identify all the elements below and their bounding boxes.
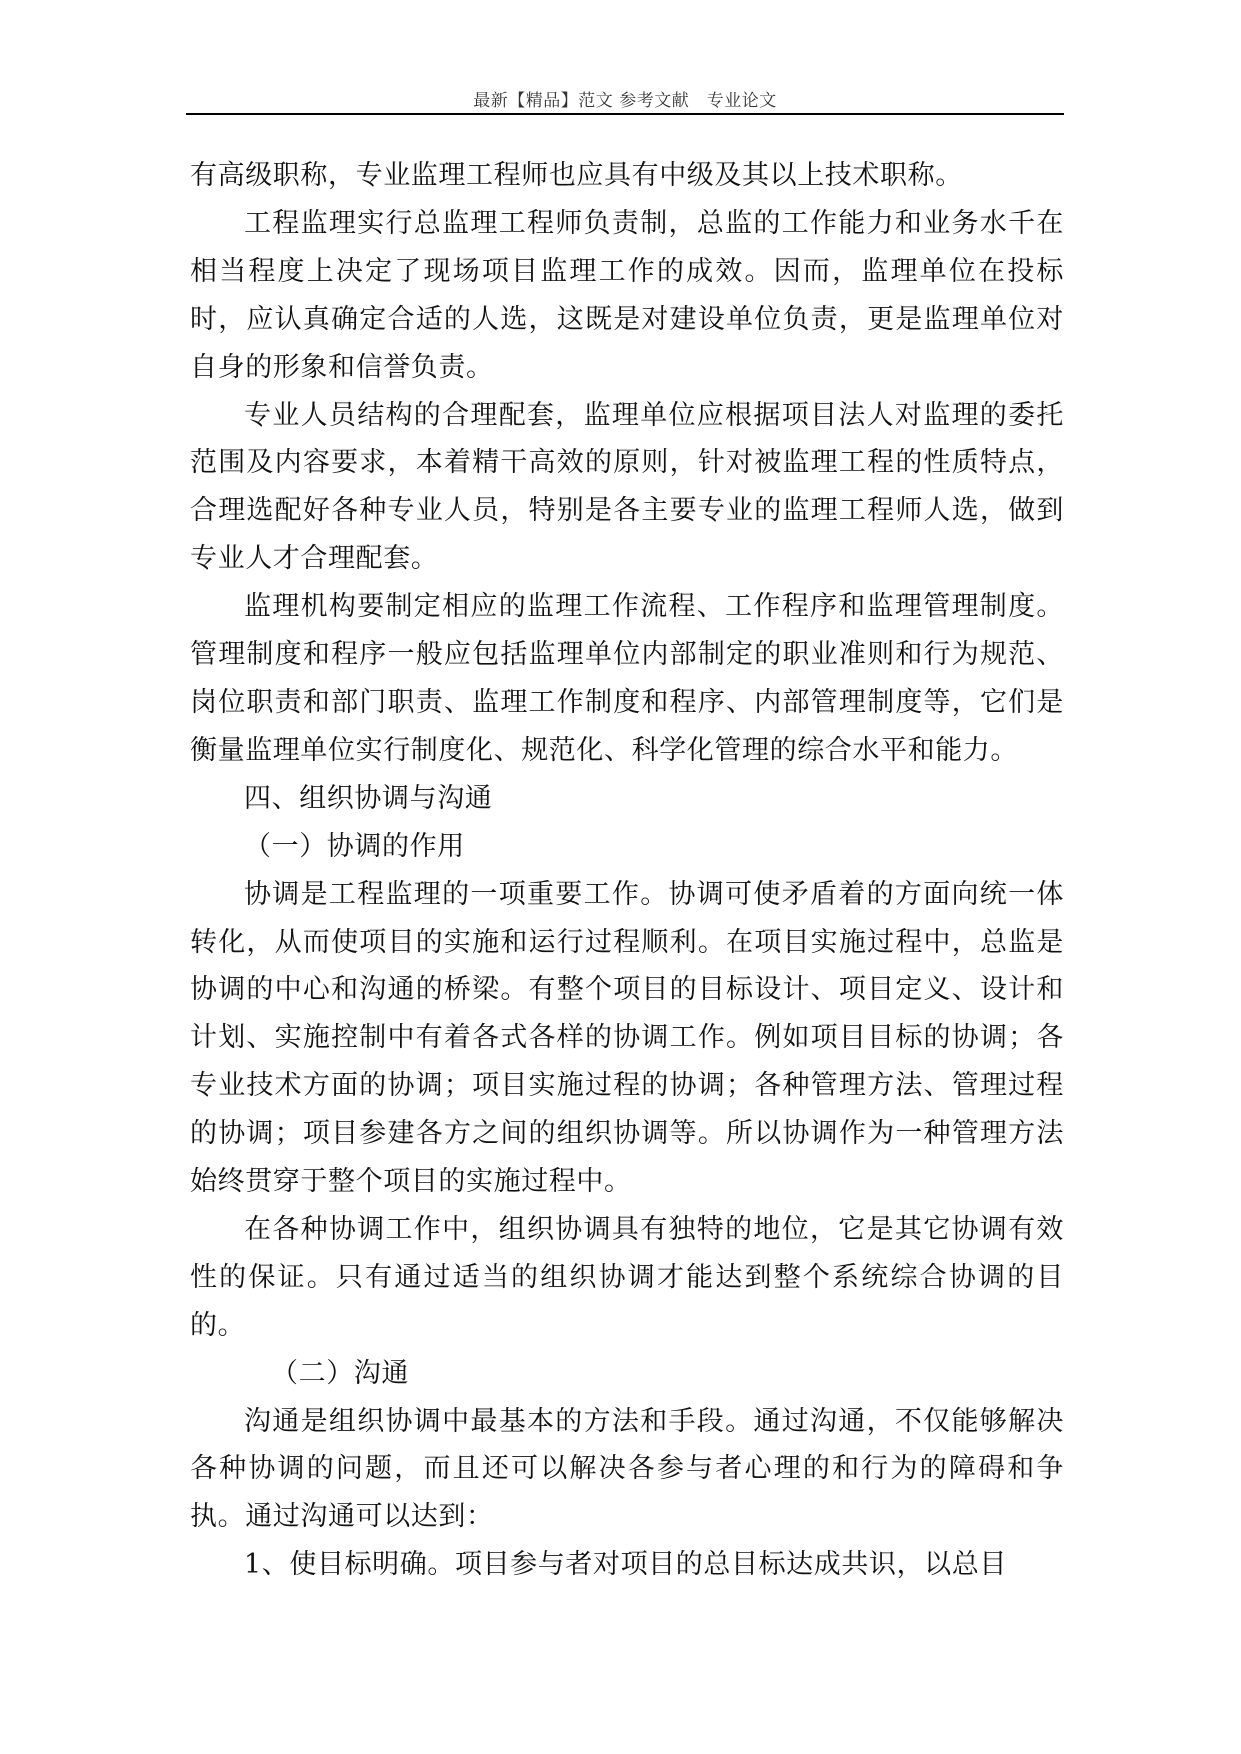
paragraph-staff-structure: 专业人员结构的合理配套，监理单位应根据项目法人对监理的委托范围及内容要求，本着精干高效的原则，针对被监理工程的性质特点，合理选配好各种专业人员，特别是各主要专业的监理工程师人选，做到专业人才合理配套。 xyxy=(190,399,1064,575)
paragraph-continued: 有高级职称，专业监理工程师也应具有中级及其以上技术职称。 xyxy=(190,160,963,191)
subsection-heading-role: （一）协调的作用 xyxy=(244,830,465,862)
subsection-heading-communication: （二）沟通 xyxy=(271,1357,409,1389)
page-header: 最新【精品】范文 参考文献 专业论文 xyxy=(473,91,777,111)
paragraph-chief-engineer: 工程监理实行总监理工程师负责制，总监的工作能力和业务水千在相当程度上决定了现场项目监理工作的成效。因而，监理单位在投标时，应认真确定合适的人选，这既是对建设单位负责，更是监理单位对自身的形象和信誉负责。 xyxy=(190,207,1064,383)
document-body xyxy=(190,152,1064,1589)
section-heading-coordination: 四、组织协调与沟通 xyxy=(244,782,493,814)
header-divider xyxy=(186,113,1064,115)
list-item-clear-goals: 1、使目标明确。项目参与者对项目的总目标达成共识，以总目 xyxy=(244,1549,1007,1581)
paragraph-organizational-coordination: 在各种协调工作中，组织协调具有独特的地位，它是其它协调有效性的保证。只有通过适当的组织协调才能达到整个系统综合协调的目的。 xyxy=(190,1213,1064,1341)
paragraph-coordination-role: 协调是工程监理的一项重要工作。协调可使矛盾着的方面向统一体转化，从而使项目的实施和运行过程顺利。在项目实施过程中，总监是协调的中心和沟通的桥梁。有整个项目的目标设计、项目定义、设计和计划、实施控制中有着各式各样的协调工作。例如项目目标的协调；各专业技术方面的协调；项目实施过程的协调；各种管理方法、管理过程的协调；项目参建各方之间的组织协调等。所以协调作为一种管理方法始终贯穿于整个项目的实施过程中。 xyxy=(190,878,1064,1198)
paragraph-management-system: 监理机构要制定相应的监理工作流程、工作程序和监理管理制度。管理制度和程序一般应包括监理单位内部制定的职业准则和行为规范、岗位职责和部门职责、监理工作制度和程序、内部管理制度等，它们是衡量监理单位实行制度化、规范化、科学化管理的综合水平和能力。 xyxy=(190,591,1064,766)
paragraph-communication: 沟通是组织协调中最基本的方法和手段。通过沟通，不仅能够解决各种协调的问题，而且还可以解决各参与者心理的和行为的障碍和争执。通过沟通可以达到： xyxy=(190,1405,1064,1533)
